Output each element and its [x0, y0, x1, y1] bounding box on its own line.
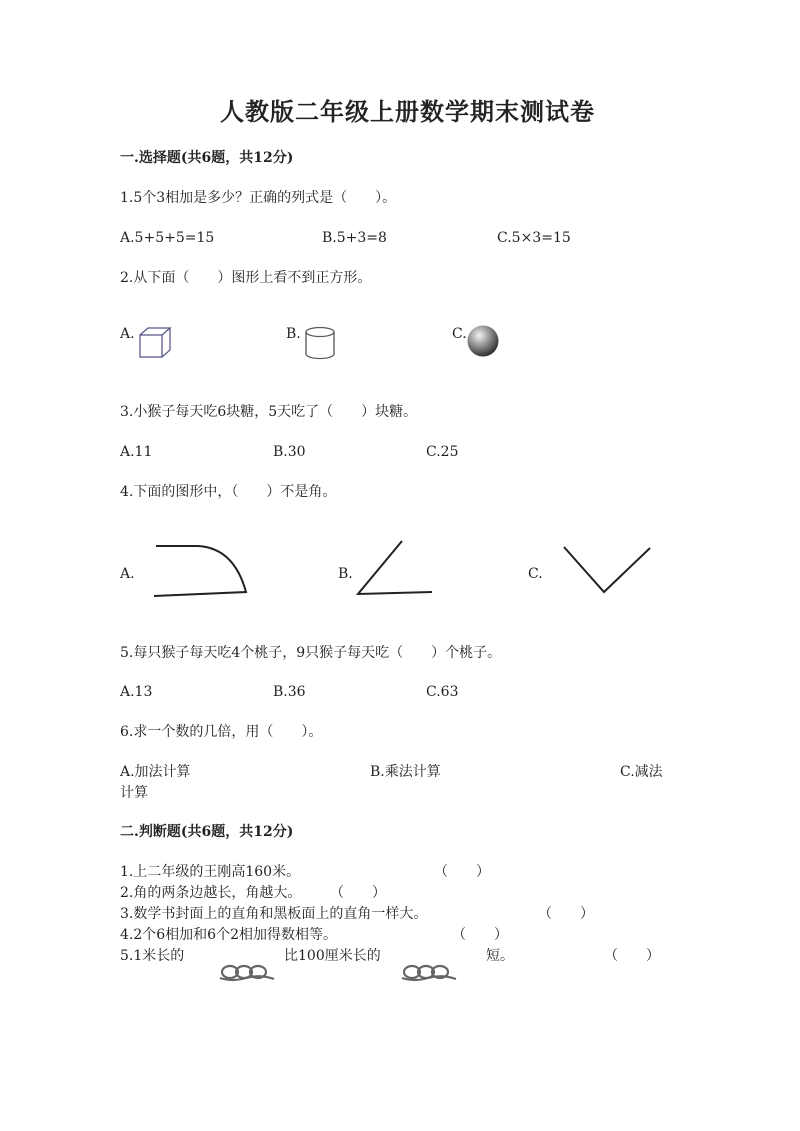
sphere-icon: [466, 324, 500, 358]
page-title: 人教版二年级上册数学期末测试卷: [220, 97, 595, 126]
question-5-stem: 5.每只猴子每天吃4个桃子，9只猴子每天吃（ ）个桃子。: [120, 645, 502, 661]
question-3-option-b: B.30: [273, 444, 306, 460]
cube-icon: [138, 326, 178, 360]
judge-item-5-text-middle: 比100厘米长的: [284, 948, 381, 964]
cylinder-icon: [304, 326, 336, 360]
v-angle-figure-icon: [560, 544, 656, 596]
question-4-option-a: A.: [120, 566, 135, 582]
judge-item-2-text: 2.角的两条边越长，角越大。: [120, 885, 302, 901]
curved-figure-icon: [150, 542, 250, 602]
judge-item-2-answer-blank[interactable]: （ ）: [330, 885, 386, 901]
question-6-option-c: C.减法: [620, 764, 663, 780]
question-2-stem: 2.从下面（ ）图形上看不到正方形。: [120, 270, 372, 286]
question-1-stem: 1.5个3相加是多少？正确的列式是（ ）。: [120, 190, 397, 206]
question-1-option-a: A.5+5+5=15: [120, 230, 215, 246]
question-2-option-a: A.: [120, 326, 135, 342]
question-5-option-a: A.13: [120, 684, 153, 700]
section-heading-choice: 一.选择题(共6题，共12分): [120, 150, 294, 166]
question-6-option-a: A.加法计算: [120, 764, 191, 780]
rope-coil-icon: [216, 962, 276, 984]
judge-item-3-text: 3.数学书封面上的直角和黑板面上的直角一样大。: [120, 906, 428, 922]
question-3-stem: 3.小猴子每天吃6块糖，5天吃了（ ）块糖。: [120, 404, 418, 420]
question-3-option-a: A.11: [120, 444, 153, 460]
question-5-option-c: C.63: [426, 684, 459, 700]
judge-item-5-answer-blank[interactable]: （ ）: [604, 948, 660, 964]
judge-item-1-text: 1.上二年级的王刚高160米。: [120, 864, 301, 880]
judge-item-1-answer-blank[interactable]: （ ）: [434, 864, 490, 880]
question-6-option-c-continued: 计算: [120, 785, 148, 801]
judge-item-4-text: 4.2个6相加和6个2相加得数相等。: [120, 927, 337, 943]
section-heading-true-false: 二.判断题(共6题，共12分): [120, 824, 294, 840]
question-4-option-c: C.: [528, 566, 543, 582]
judge-item-5-text-start: 5.1米长的: [120, 948, 185, 964]
judge-item-5-text-end: 短。: [486, 948, 514, 964]
question-2-option-c: C.: [452, 326, 467, 342]
question-5-option-b: B.36: [273, 684, 306, 700]
question-4-option-b: B.: [338, 566, 353, 582]
question-3-option-c: C.25: [426, 444, 459, 460]
question-4-stem: 4.下面的图形中，（ ）不是角。: [120, 484, 337, 500]
question-6-stem: 6.求一个数的几倍，用（ ）。: [120, 724, 323, 740]
question-1-option-c: C.5×3=15: [497, 230, 571, 246]
question-6-option-b: B.乘法计算: [370, 764, 441, 780]
rope-coil-icon: [398, 962, 458, 984]
judge-item-3-answer-blank[interactable]: （ ）: [538, 906, 594, 922]
question-1-option-b: B.5+3=8: [322, 230, 387, 246]
judge-item-4-answer-blank[interactable]: （ ）: [452, 927, 508, 943]
question-2-option-b: B.: [286, 326, 301, 342]
angle-figure-icon: [352, 538, 436, 598]
